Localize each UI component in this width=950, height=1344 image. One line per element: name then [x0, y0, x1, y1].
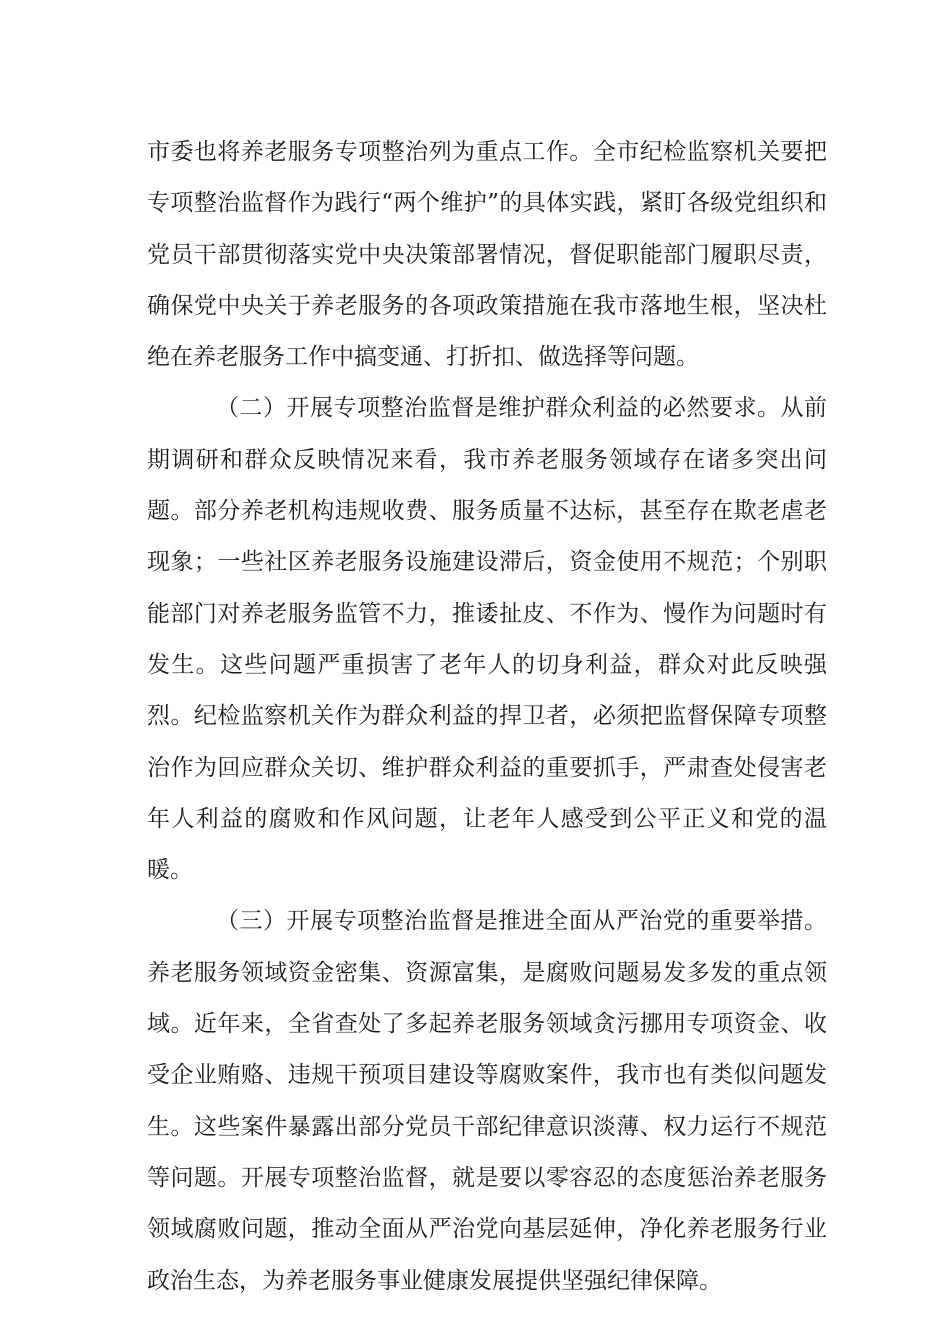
paragraph-2: （二）开展专项整治监督是维护群众利益的必然要求。从前期调研和群众反映情况来看，我市养老服务领域存在诸多突出问题。部分养老机构违规收费、服务质量不达标，甚至存在欺老虐老现象；一些社区养老服务设施建设滞后，资金使用不规范；个别职能部门对养老服务监管不力，推诿扯皮、不作为、慢作为问题时有发生。这些问题严重损害了老年人的切身利益，群众对此反映强烈。纪检监察机关作为群众利益的捍卫者，必须把监督保障专项整治作为回应群众关切、维护群众利益的重要抓手，严肃查处侵害老年人利益的腐败和作风问题，让老年人感受到公平正义和党的温暖。	[147, 395, 827, 884]
paragraph-3: （三）开展专项整治监督是推进全面从严治党的重要举措。养老服务领域资金密集、资源富集，是腐败问题易发多发的重点领域。近年来，全省查处了多起养老服务领域贪污挪用专项资金、收受企业贿赂、违规干预项目建设等腐败案件，我市也有类似问题发生。这些案件暴露出部分党员干部纪律意识淡薄、权力运行不规范等问题。开展专项整治监督，就是要以零容忍的态度惩治养老服务领域腐败问题，推动全面从严治党向基层延伸，净化养老服务行业政治生态，为养老服务事业健康发展提供坚强纪律保障。	[147, 908, 827, 1294]
paragraph-1: 市委也将养老服务专项整治列为重点工作。全市纪检监察机关要把专项整治监督作为践行“两个维护”的具体实践，紧盯各级党组织和党员干部贯彻落实党中央决策部署情况，督促职能部门履职尽责，确保党中央关于养老服务的各项政策措施在我市落地生根，坚决杜绝在养老服务工作中搞变通、打折扣、做选择等问题。	[147, 139, 827, 371]
document-body	[147, 127, 827, 1307]
